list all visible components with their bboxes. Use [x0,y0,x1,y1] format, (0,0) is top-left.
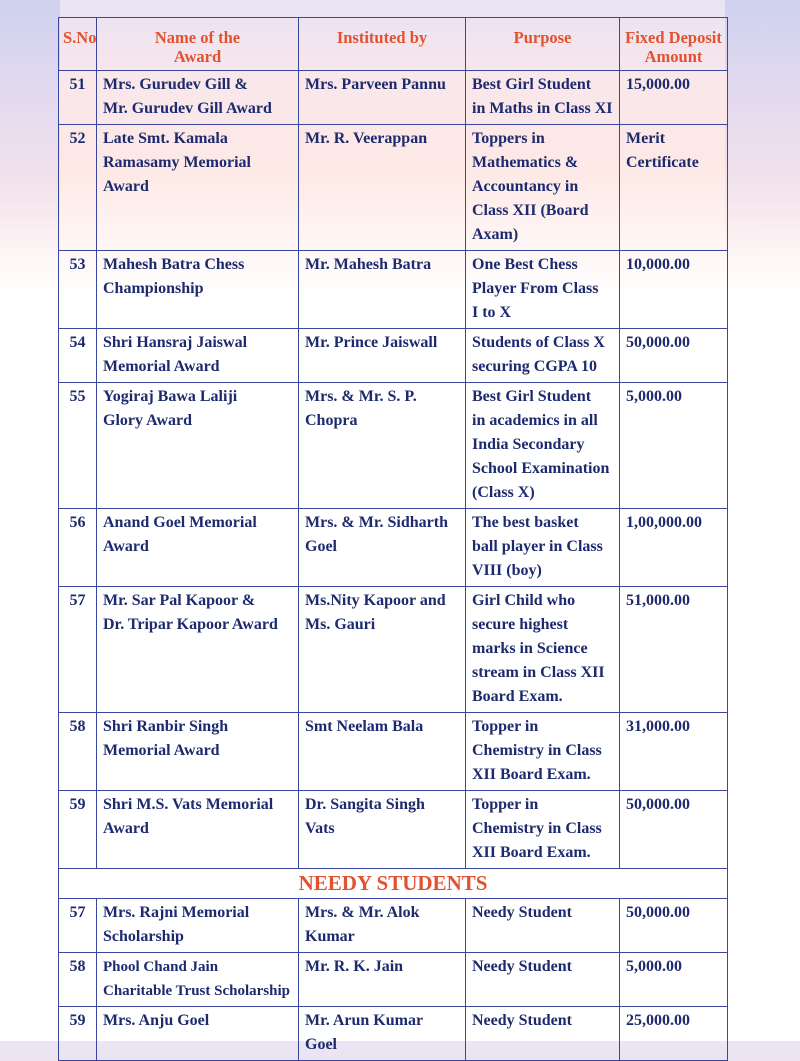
cell-purpose-line: School Examination [472,460,610,477]
cell-instituted-by-line: Mr. Prince Jaiswall [305,334,438,351]
cell-purpose-line: XII Board Exam. [472,844,591,861]
cell-amount-line: 15,000.00 [626,76,690,93]
cell-award-name [97,1007,299,1061]
cell-award-name-line: Mrs. Gurudev Gill & [103,76,248,93]
cell-instituted-by-line: Goel [305,538,337,555]
cell-purpose [466,251,620,329]
cell-award-name-line: Award [103,538,149,555]
cell-amount [620,1007,728,1061]
table-row [59,899,728,953]
cell-purpose-line: Chemistry in Class [472,742,602,759]
cell-amount [620,713,728,791]
cell-award-name-line: Phool Chand Jain [103,959,219,975]
cell-amount [620,329,728,383]
cell-award-name [97,899,299,953]
cell-amount-line: 31,000.00 [626,718,690,735]
table-row [59,329,728,383]
cell-amount [620,953,728,1007]
cell-award-name-line: Shri Hansraj Jaiswal [103,334,248,351]
cell-amount-line: 50,000.00 [626,796,690,813]
background-gradient-left [0,0,60,260]
cell-purpose [466,383,620,509]
cell-award-name [97,383,299,509]
cell-purpose [466,125,620,251]
cell-instituted-by [299,587,466,713]
cell-award-name [97,71,299,125]
header-fixed-deposit-amount: Fixed Deposit Amount [620,18,728,71]
cell-amount [620,509,728,587]
cell-purpose [466,713,620,791]
cell-purpose-line: VIII (boy) [472,562,542,579]
cell-purpose-line: The best basket [472,514,579,531]
cell-purpose-line: India Secondary [472,436,585,453]
cell-amount [620,791,728,869]
cell-sno: 54 [59,329,97,383]
cell-award-name-line: Scholarship [103,928,184,945]
cell-award-name-line: Mrs. Anju Goel [103,1012,210,1029]
cell-award-name [97,329,299,383]
table-row [59,71,728,125]
cell-purpose-line: marks in Science [472,640,588,657]
cell-amount [620,899,728,953]
header-purpose: Purpose [466,18,620,71]
cell-award-name [97,509,299,587]
cell-award-name [97,713,299,791]
cell-purpose-line: Accountancy in [472,178,579,195]
cell-purpose-line: Girl Child who [472,592,576,609]
cell-award-name-line: Anand Goel Memorial [103,514,257,531]
cell-instituted-by [299,791,466,869]
cell-amount-line: Merit [626,130,666,147]
cell-award-name-line: Memorial Award [103,358,220,375]
cell-award-name-line: Award [103,178,149,195]
cell-instituted-by-line: Kumar [305,928,355,945]
cell-amount-line: 50,000.00 [626,334,690,351]
cell-purpose-line: Needy Student [472,904,573,921]
cell-purpose-line: Best Girl Student [472,76,592,93]
cell-award-name-line: Glory Award [103,412,193,429]
cell-amount [620,125,728,251]
cell-purpose [466,71,620,125]
cell-purpose [466,509,620,587]
table-row [59,1007,728,1061]
cell-award-name-line: Mahesh Batra Chess [103,256,245,273]
cell-instituted-by-line: Chopra [305,412,358,429]
cell-instituted-by-line: Goel [305,1036,337,1053]
cell-purpose [466,953,620,1007]
cell-instituted-by-line: Ms. Gauri [305,616,376,633]
cell-purpose-line: Chemistry in Class [472,820,602,837]
cell-award-name-line: Mr. Sar Pal Kapoor & [103,592,256,609]
cell-amount-line: 50,000.00 [626,904,690,921]
table-row [59,251,728,329]
cell-purpose [466,791,620,869]
header-instituted-by: Instituted by [299,18,466,71]
cell-instituted-by [299,329,466,383]
cell-purpose-line: stream in Class XII [472,664,605,681]
cell-instituted-by-line: Mr. R. Veerappan [305,130,428,147]
cell-sno: 56 [59,509,97,587]
cell-amount-line: 5,000.00 [626,958,682,975]
header-sno: S.No [59,18,97,71]
cell-purpose-line: Topper in [472,796,539,813]
cell-amount-line: 51,000.00 [626,592,690,609]
cell-instituted-by [299,509,466,587]
cell-instituted-by-line: Dr. Sangita Singh [305,796,425,813]
cell-instituted-by [299,71,466,125]
table-row [59,713,728,791]
cell-instituted-by [299,125,466,251]
section-title: NEEDY STUDENTS [59,869,728,899]
cell-award-name-line: Memorial Award [103,742,220,759]
cell-purpose-line: One Best Chess [472,256,578,273]
cell-award-name-line: Shri Ranbir Singh [103,718,229,735]
cell-instituted-by [299,1007,466,1061]
cell-purpose [466,587,620,713]
cell-purpose-line: Player From Class [472,280,599,297]
cell-award-name-line: Championship [103,280,204,297]
cell-purpose [466,899,620,953]
table-row [59,791,728,869]
cell-award-name [97,251,299,329]
cell-purpose-line: I to X [472,304,512,321]
cell-sno: 59 [59,1007,97,1061]
cell-purpose-line: Topper in [472,718,539,735]
cell-award-name-line: Award [103,820,149,837]
cell-instituted-by-line: Mrs. & Mr. Alok [305,904,420,921]
cell-sno: 51 [59,71,97,125]
cell-award-name-line: Charitable Trust Scholarship [103,983,290,999]
cell-purpose-line: Toppers in [472,130,545,147]
cell-instituted-by-line: Smt Neelam Bala [305,718,424,735]
cell-instituted-by-line: Mrs. & Mr. Sidharth [305,514,448,531]
cell-sno: 55 [59,383,97,509]
table-header-row [59,18,728,71]
cell-purpose-line: in academics in all [472,412,598,429]
cell-sno: 57 [59,899,97,953]
needy-section [59,869,728,899]
cell-sno: 53 [59,251,97,329]
cell-purpose-line: Needy Student [472,958,573,975]
cell-sno: 58 [59,953,97,1007]
cell-instituted-by [299,953,466,1007]
cell-purpose-line: secure highest [472,616,569,633]
cell-purpose-line: Needy Student [472,1012,573,1029]
cell-instituted-by [299,251,466,329]
cell-instituted-by-line: Mr. Arun Kumar [305,1012,424,1029]
cell-award-name-line: Late Smt. Kamala [103,130,228,147]
cell-award-name-line: Ramasamy Memorial [103,154,251,171]
cell-amount-line: 5,000.00 [626,388,682,405]
cell-purpose-line: (Class X) [472,484,535,501]
cell-amount [620,383,728,509]
table-row [59,587,728,713]
cell-amount [620,71,728,125]
section-heading-row [59,869,728,899]
cell-purpose [466,329,620,383]
cell-amount [620,251,728,329]
cell-sno: 57 [59,587,97,713]
cell-purpose-line: securing CGPA 10 [472,358,598,375]
cell-amount-line: 25,000.00 [626,1012,690,1029]
cell-sno: 58 [59,713,97,791]
cell-award-name-line: Mr. Gurudev Gill Award [103,100,272,117]
cell-award-name-line: Dr. Tripar Kapoor Award [103,616,278,633]
cell-instituted-by-line: Vats [305,820,335,837]
cell-purpose-line: Best Girl Student [472,388,592,405]
cell-amount [620,587,728,713]
awards-body [59,71,728,869]
cell-instituted-by-line: Mrs. Parveen Pannu [305,76,446,93]
cell-purpose-line: Board Exam. [472,688,563,705]
cell-instituted-by [299,899,466,953]
table-row [59,125,728,251]
cell-award-name-line: Yogiraj Bawa Laliji [103,388,238,405]
cell-purpose [466,1007,620,1061]
cell-purpose-line: Class XII (Board [472,202,589,219]
cell-award-name-line: Mrs. Rajni Memorial [103,904,250,921]
cell-instituted-by [299,383,466,509]
cell-instituted-by-line: Mr. R. K. Jain [305,958,404,975]
cell-award-name [97,125,299,251]
cell-purpose-line: ball player in Class [472,538,603,555]
table-row [59,953,728,1007]
header-award-name: Name of the Award [97,18,299,71]
cell-purpose-line: Students of Class X [472,334,605,351]
cell-sno: 59 [59,791,97,869]
table-row [59,509,728,587]
awards-table [58,17,728,1061]
table-row [59,383,728,509]
cell-award-name [97,791,299,869]
background-gradient-right [725,0,800,260]
cell-instituted-by [299,713,466,791]
cell-purpose-line: in Maths in Class XI [472,100,613,117]
cell-sno: 52 [59,125,97,251]
cell-purpose-line: XII Board Exam. [472,766,591,783]
cell-award-name [97,953,299,1007]
cell-purpose-line: Axam) [472,226,519,243]
cell-instituted-by-line: Mr. Mahesh Batra [305,256,432,273]
cell-amount-line: 1,00,000.00 [626,514,702,531]
cell-amount-line: Certificate [626,154,699,171]
cell-instituted-by-line: Mrs. & Mr. S. P. [305,388,417,405]
cell-purpose-line: Mathematics & [472,154,579,171]
cell-amount-line: 10,000.00 [626,256,690,273]
needy-body [59,899,728,1061]
cell-award-name-line: Shri M.S. Vats Memorial [103,796,274,813]
cell-instituted-by-line: Ms.Nity Kapoor and [305,592,446,609]
cell-award-name [97,587,299,713]
